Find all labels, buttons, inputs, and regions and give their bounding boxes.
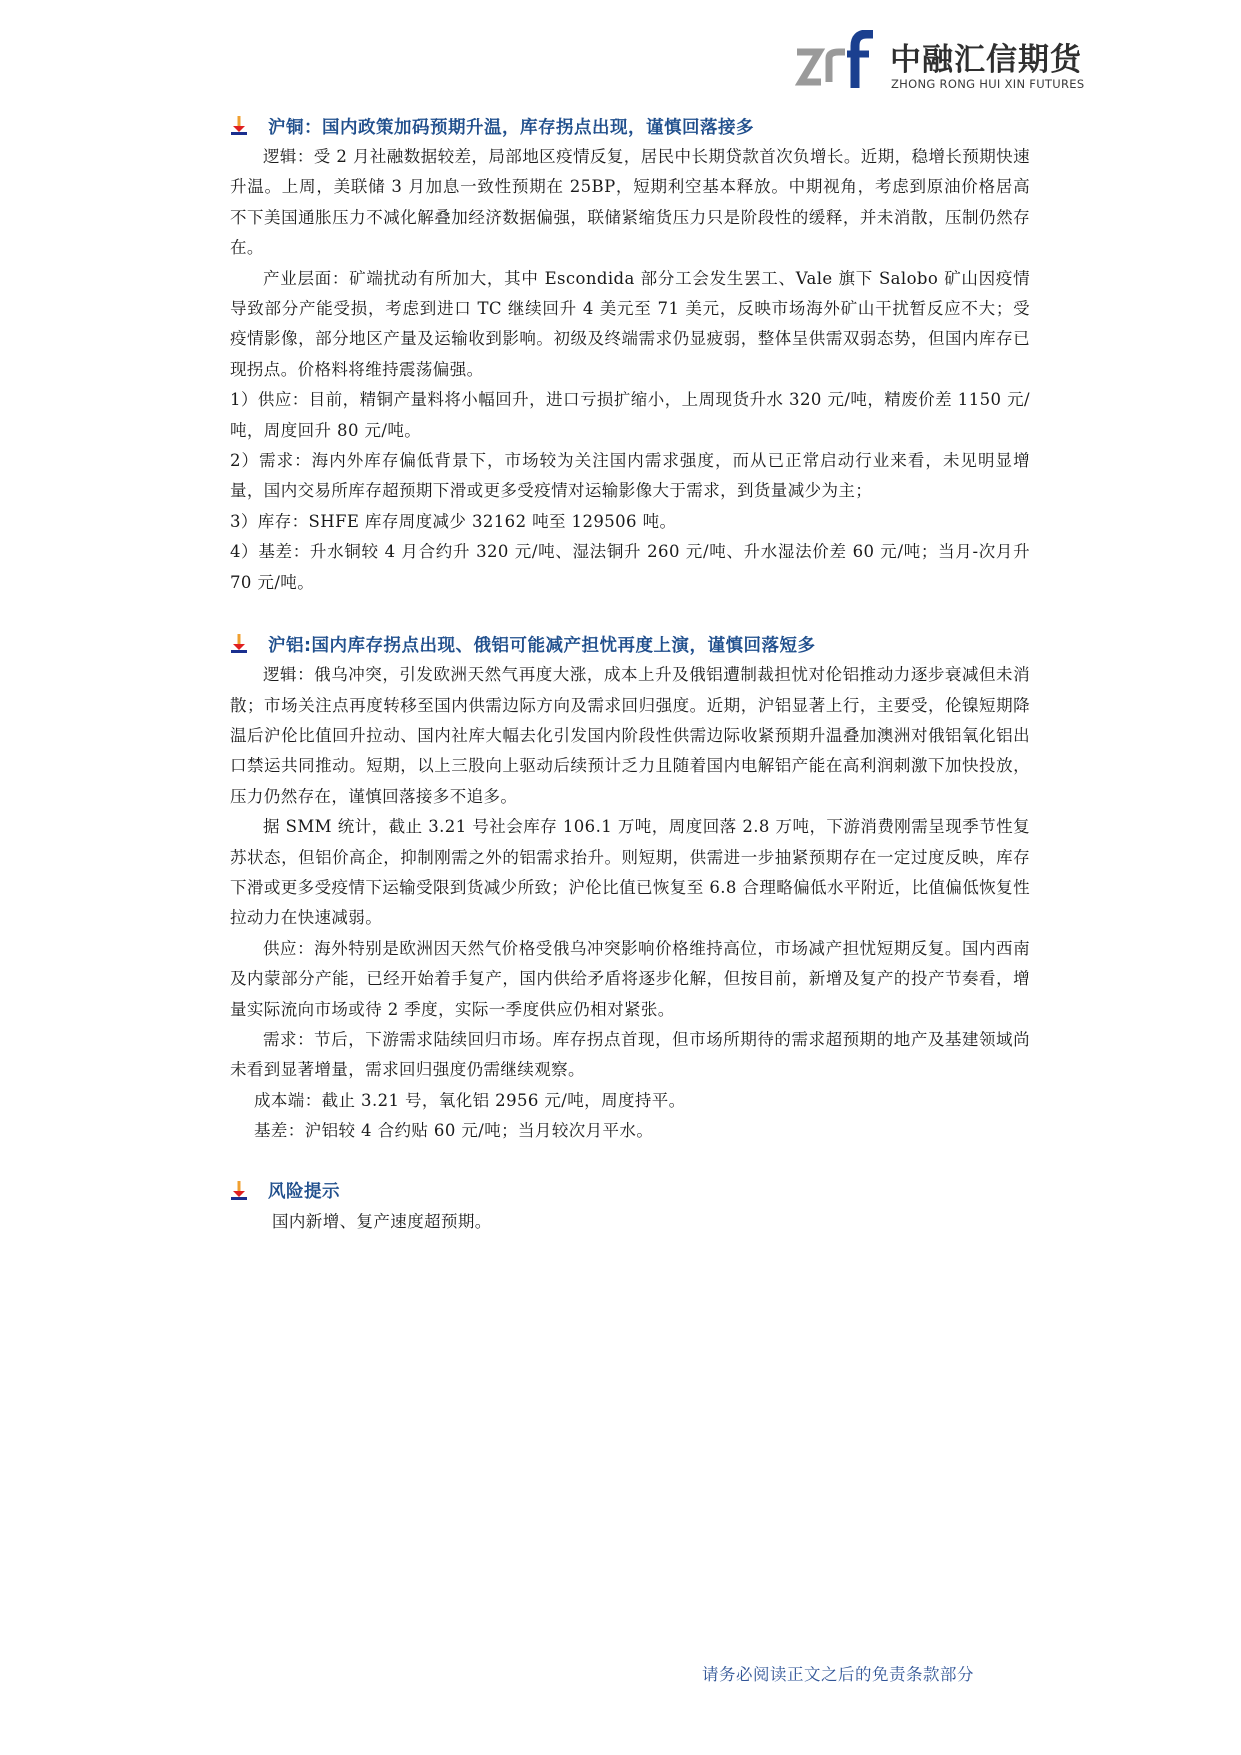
paragraph-logic: 逻辑：俄乌冲突，引发欧洲天然气再度大涨，成本上升及俄铝遭制裁担忧对伦铝推动力逐步衰减但未消散；市场关注点再度转移至国内供需边际方向及需求回归强度。近期，沪铝显著上行，主要受，伦镍短期降温后沪伦比值回升拉动、国内社库大幅去化引发国内阶段性供需边际收紧预期升温叠加澳洲对俄铝氧化铝出口禁运共同推动。短期，以上三股向上驱动后续预计乏力且随着国内电解铝产能在高利润刺激下加快投放，压力仍然存在，谨慎回落接多不追多。 xyxy=(230,665,1030,806)
footer-disclaimer: 请务必阅读正文之后的免责条款部分 xyxy=(702,1665,974,1684)
paragraph-basis: 基差：沪铝较 4 合约贴 60 元/吨；当月较次月平水。 xyxy=(254,1121,654,1141)
section-heading xyxy=(230,1175,1030,1207)
paragraph-supply: 供应：海外特别是欧洲因天然气价格受俄乌冲突影响价格维持高位，市场减产担忧短期反复。国内西南及内蒙部分产能，已经开始着手复产，国内供给矛盾将逐步化解，但按目前，新增及复产的投产节奏看，增量实际流向市场或待 2 季度，实际一季度供应仍相对紧张。 xyxy=(230,938,1030,1019)
paragraph-cost: 成本端：截止 3.21 号，氧化铝 2956 元/吨，周度持平。 xyxy=(254,1090,686,1110)
section-aluminum xyxy=(230,628,1030,1147)
section-title: 风险提示 xyxy=(268,1182,340,1203)
section-title: 沪铝:国内库存拐点出现、俄铝可能减产担忧再度上演，谨慎回落短多 xyxy=(268,635,816,656)
paragraph-smm-stats: 据 SMM 统计，截止 3.21 号社会库存 106.1 万吨，周度回落 2.8 万吨，下游消费刚需呈现季节性复苏状态，但铝价高企，抑制刚需之外的铝需求抬升。则短期，供需进一步抽紧预期存在一定过度反映，库存下滑或更多受疫情下运输受限到货减少所致；沪伦比值已恢复至 6.8 合理略偏低水平附近，比值偏低恢复性拉动力在快速减弱。 xyxy=(230,817,1030,928)
report-body xyxy=(230,110,1030,1237)
paragraph-inventory: 3）库存：SHFE 库存周度减少 32162 吨至 129506 吨。 xyxy=(230,511,677,531)
bullet-arrow-icon xyxy=(230,633,248,655)
section-heading xyxy=(230,110,1030,142)
paragraph-supply: 1）供应：目前，精铜产量料将小幅回升，进口亏损扩缩小，上周现货升水 320 元/吨，精废价差 1150 元/吨，周度回升 80 元/吨。 xyxy=(230,390,1030,440)
section-copper xyxy=(230,110,1030,598)
logo-mark-icon xyxy=(795,30,875,92)
paragraph-demand: 需求：节后，下游需求陆续回归市场。库存拐点首现，但市场所期待的需求超预期的地产及基建领域尚未看到显著增量，需求回归强度仍需继续观察。 xyxy=(230,1029,1030,1080)
paragraph-risk: 国内新增、复产速度超预期。 xyxy=(272,1211,492,1231)
section-title: 沪铜：国内政策加码预期升温，库存拐点出现，谨慎回落接多 xyxy=(268,117,754,138)
logo-chinese-name: 中融汇信期货 xyxy=(890,42,1082,78)
bullet-arrow-icon xyxy=(230,115,248,137)
bullet-arrow-icon xyxy=(230,1180,248,1202)
paragraph-basis: 4）基差：升水铜较 4 月合约升 320 元/吨、湿法铜升 260 元/吨、升水湿法价差 60 元/吨；当月-次月升 70 元/吨。 xyxy=(230,542,1030,592)
paragraph-logic: 逻辑：受 2 月社融数据较差，局部地区疫情反复，居民中长期贷款首次负增长。近期，稳增长预期快速升温。上周，美联储 3 月加息一致性预期在 25BP，短期利空基本释放。中期视角，考虑到原油价格居高不下美国通胀压力不减化解叠加经济数据偏强，联储紧缩货压力只是阶段性的缓释，并未消散，压制仍然存在。 xyxy=(230,147,1030,258)
paragraph-industry: 产业层面：矿端扰动有所加大，其中 Escondida 部分工会发生罢工、Vale 旗下 Salobo 矿山因疫情导致部分产能受损，考虑到进口 TC 继续回升 4 美元至 71 美元，反映市场海外矿山干扰暂反应不大；受疫情影像，部分地区产量及运输收到影响。初级及终端需求仍显疲弱，整体呈供需双弱态势，但国内库存已现拐点。价格料将维持震荡偏强。 xyxy=(230,268,1030,379)
section-heading xyxy=(230,628,1030,660)
section-risk xyxy=(230,1175,1030,1237)
company-logo xyxy=(795,30,1095,92)
paragraph-demand: 2）需求：海内外库存偏低背景下，市场较为关注国内需求强度，而从已正常启动行业来看，未见明显增量，国内交易所库存超预期下滑或更多受疫情对运输影像大于需求，到货量减少为主； xyxy=(230,451,1030,501)
logo-english-name: ZHONG RONG HUI XIN FUTURES xyxy=(891,77,1085,91)
